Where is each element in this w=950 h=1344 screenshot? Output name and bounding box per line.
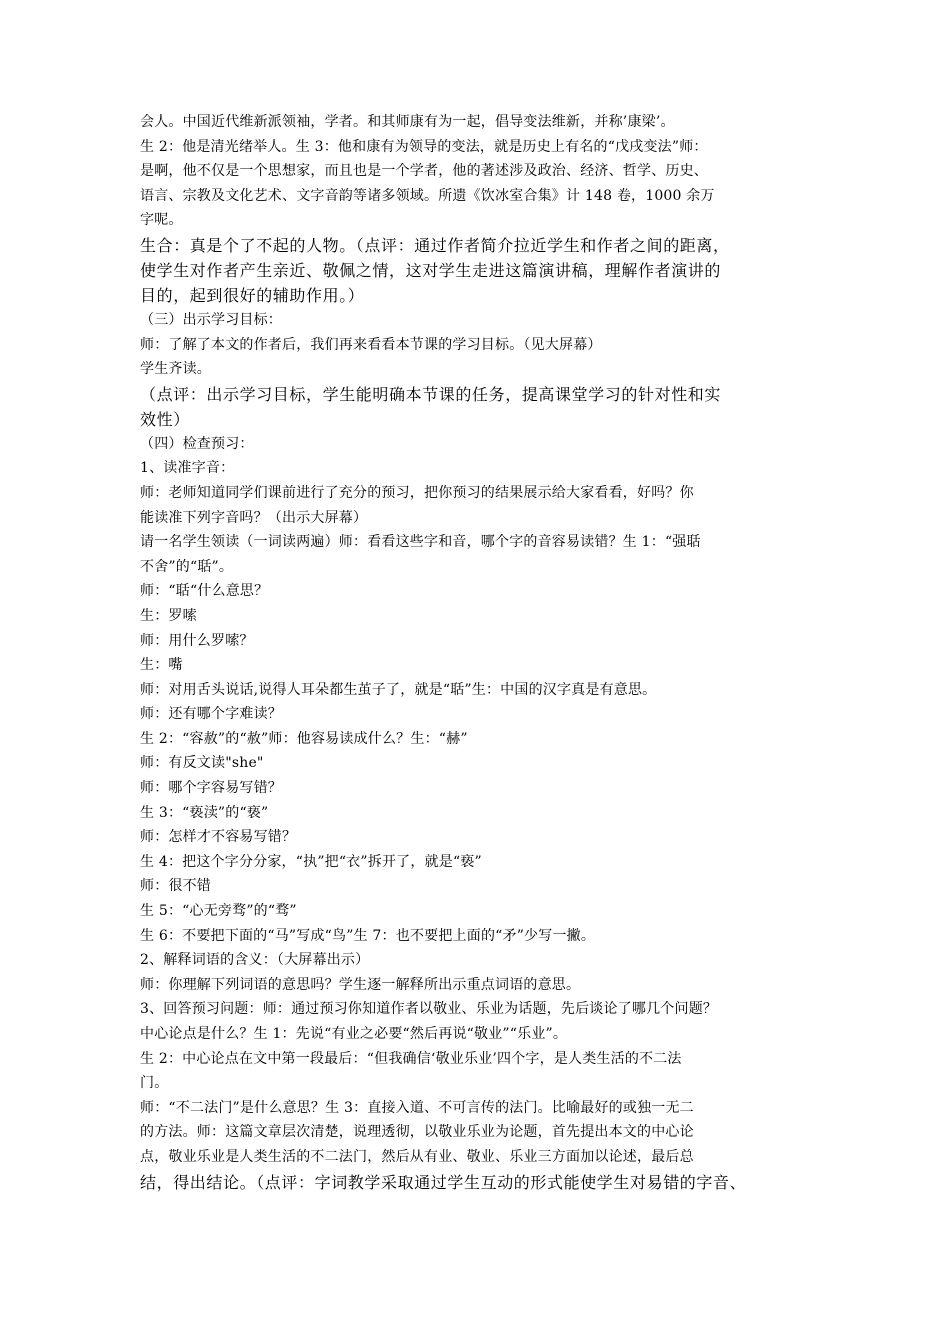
text-line: 师：老师知道同学们课前进行了充分的预习，把你预习的结果展示给大家看看，好吗？你 — [140, 484, 694, 501]
text-line: 门。 — [140, 1075, 169, 1092]
text-line: 会人。中国近代维新派领袖，学者。和其师康有为一起，倡导变法维新，并称’康梁’。 — [140, 114, 675, 130]
text-line: 师：有反文读"she" — [140, 755, 264, 772]
text-line: 师：怎样才不容易写错？ — [140, 829, 297, 846]
text-line: 中心论点是什么？生 1：先说“有业之必要“然后再说“敬业”“乐业”。 — [140, 1026, 568, 1042]
text-line: 生 2：他是清光绪举人。生 3：他和康有为领导的变法，就是历史上有名的“戊戌变法”师： — [140, 138, 708, 155]
text-line: 师：了解了本文的作者后，我们再来看看本节课的学习目标。（见大屏幕） — [140, 336, 602, 353]
text-line: 生 6：不要把下面的“马”写成“鸟”生 7：也不要把上面的“矛”少写一撇。 — [140, 927, 596, 944]
text-line: 2、解释词语的含义：（大屏幕出示） — [140, 952, 370, 969]
text-line: 师：很不错 — [140, 878, 211, 895]
text-line: 学生齐读。 — [140, 361, 211, 378]
text-line: 的方法。师：这篇文章层次清楚，说理透彻，以敬业乐业为论题，首先提出本文的中心论 — [140, 1124, 694, 1141]
document-page — [140, 110, 830, 1195]
text-line: 师：你理解下列词语的意思吗？学生逐一解释所出示重点词语的意思。 — [140, 976, 581, 993]
text-line: 生 3：“亵渎”的“亵” — [140, 804, 269, 821]
text-line: 师：“聒“什么意思？ — [140, 583, 269, 600]
text-line: 目的，起到很好的辅助作用。） — [140, 285, 365, 305]
text-line: 生合：真是个了不起的人物。（点评：通过作者简介拉近学生和作者之间的距离， — [140, 235, 730, 255]
text-line: 3、回答预习问题：师：通过预习你知道作者以敬业、乐业为话题，先后谈论了哪几个问题？ — [140, 1001, 718, 1018]
text-line: 生 5：“心无旁骛”的“骛” — [140, 903, 297, 920]
text-line: 师：哪个字容易写错？ — [140, 780, 282, 797]
text-line: 请一名学生领读（一词读两遍）师：看看这些字和音，哪个字的音容易读错？生 1：“强聒 — [140, 534, 701, 551]
text-line: 能读准下列字音吗？（出示大屏幕） — [140, 509, 368, 526]
text-line: 生：嘴 — [140, 657, 183, 674]
text-line: 生：罗嗦 — [140, 607, 197, 624]
text-line: 师：还有哪个字难读？ — [140, 706, 282, 723]
text-line: （四）检查预习： — [140, 435, 254, 452]
text-line: 使学生对作者产生亲近、敬佩之情，这对学生走进这篇演讲稿，理解作者演讲的 — [140, 260, 722, 280]
text-line: 1、读准字音： — [140, 460, 235, 477]
text-line: 师：用什么罗嗦？ — [140, 632, 254, 649]
text-line: 不舍”的“聒”。 — [140, 558, 234, 575]
text-line: 点，敬业乐业是人类生活的不二法门，然后从有业、敬业、乐业三方面加以论述，最后总 — [140, 1148, 694, 1165]
text-line: 生 4：把这个字分分家，“执”把“衣”拆开了，就是“亵” — [140, 853, 482, 870]
text-line: 生 2：“容赦”的“赦”师：他容易读成什么？生：“赫” — [140, 730, 468, 747]
text-line: 语言、宗教及文化艺术、文字音韵等诸多领域。所遗《饮冰室合集》计 148 卷，1000 余万 — [140, 187, 715, 204]
text-line: 是啊，他不仅是一个思想家，而且也是一个学者，他的著述涉及政治、经济、哲学、历史、 — [140, 163, 708, 180]
text-line: 师：对用舌头说话,说得人耳朵都生茧子了，就是“聒”生：中国的汉字真是有意思。 — [140, 681, 657, 698]
text-line: 结，得出结论。（点评：字词教学采取通过学生互动的形式能使学生对易错的字音、 — [140, 1172, 747, 1192]
text-line: 效性） — [140, 409, 190, 429]
text-line: 师：“不二法门”是什么意思？生 3：直接入道、不可言传的法门。比喻最好的或独一无二 — [140, 1099, 694, 1116]
text-line: （三）出示学习目标： — [140, 311, 282, 328]
text-line: （点评：出示学习目标，学生能明确本节课的任务，提高课堂学习的针对性和实 — [140, 384, 722, 404]
text-line: 字呢。 — [140, 212, 183, 229]
text-line: 生 2：中心论点在文中第一段最后：“但我确信‘敬业乐业’四个字，是人类生活的不二法 — [140, 1050, 682, 1067]
